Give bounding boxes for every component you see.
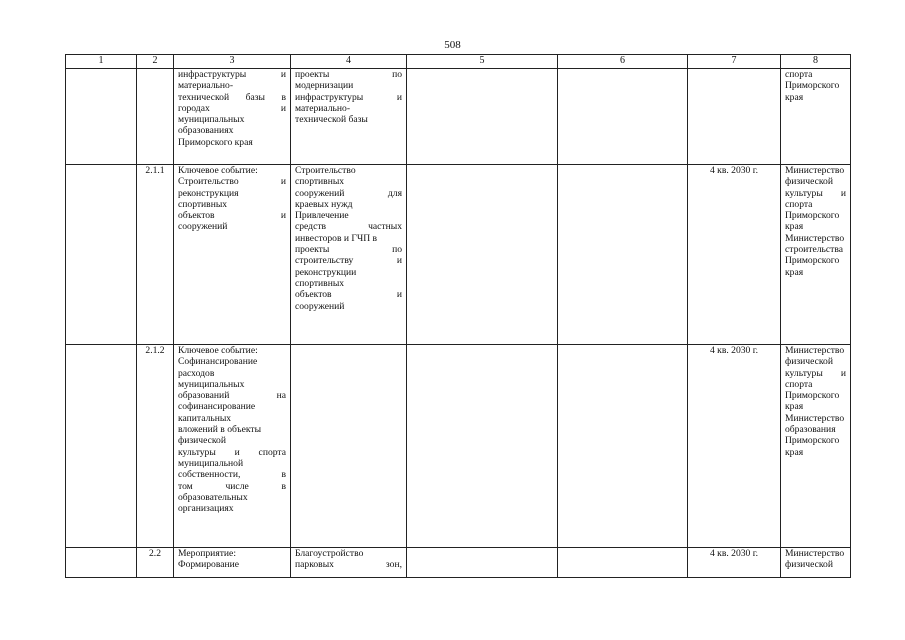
- responsible-agency: [781, 345, 851, 548]
- text-line: Софинансирование: [178, 356, 258, 368]
- text-line: проекты по: [295, 69, 402, 80]
- text-line: образовательных: [178, 491, 248, 503]
- text-line: материально-: [178, 80, 234, 92]
- text-line: Приморского: [785, 435, 840, 447]
- text-line: муниципальных: [178, 114, 245, 126]
- text-line: спорта: [785, 378, 813, 390]
- col6-cell: [558, 69, 688, 165]
- event-description: [174, 345, 291, 548]
- deadline: [688, 69, 781, 165]
- text-line: края: [785, 91, 804, 103]
- text-line: Приморского: [785, 390, 840, 402]
- responsible-agency: [781, 548, 851, 578]
- text-line: строительства: [785, 244, 844, 256]
- col6-cell: [558, 345, 688, 548]
- header-cell: 4: [291, 55, 407, 69]
- text-line: реконструкция: [178, 187, 239, 199]
- responsible-agency: [781, 165, 851, 345]
- text-line: спортивных: [295, 176, 345, 188]
- text-line: капитальных: [178, 412, 232, 424]
- text-line: Министерство: [785, 412, 845, 424]
- event-description: [174, 548, 291, 578]
- text-line: собственности, в: [178, 469, 286, 481]
- text-line: инвесторов и ГЧП в: [295, 232, 378, 244]
- event-description: [174, 69, 291, 165]
- row-number: 2.2: [137, 548, 174, 578]
- text-line: городах и: [178, 102, 286, 114]
- col1-cell: [66, 69, 137, 165]
- text-line: Приморского: [785, 255, 840, 267]
- text-line: физической: [785, 176, 833, 188]
- text-line: Министерство: [785, 232, 845, 244]
- col6-cell: [558, 165, 688, 345]
- col5-cell: [407, 69, 558, 165]
- text-line: инфраструктуры и: [295, 91, 402, 103]
- text-line: сооружений для: [295, 187, 402, 199]
- col6-cell: [558, 548, 688, 578]
- text-line: модернизации: [295, 80, 354, 92]
- text-line: инфраструктуры и: [178, 69, 286, 80]
- header-cell: 6: [558, 55, 688, 69]
- text-line: Мероприятие:: [178, 548, 236, 559]
- text-line: Ключевое событие:: [178, 345, 258, 356]
- text-line: края: [785, 401, 804, 413]
- text-line: образования: [785, 424, 836, 436]
- text-line: культуры и спорта: [178, 446, 286, 458]
- text-line: объектов и: [178, 210, 286, 222]
- text-line: Министерство: [785, 165, 845, 176]
- deadline: 4 кв. 2030 г.: [688, 345, 781, 548]
- text-line: Приморского: [785, 80, 840, 92]
- text-line: края: [785, 266, 804, 278]
- text-line: сооружений: [295, 300, 345, 312]
- text-line: Формирование: [178, 559, 240, 571]
- col5-cell: [407, 165, 558, 345]
- header-cell: 7: [688, 55, 781, 69]
- text-line: муниципальной: [178, 457, 244, 469]
- text-line: культуры и: [785, 187, 846, 199]
- deadline: 4 кв. 2030 г.: [688, 165, 781, 345]
- plan-table: [65, 54, 851, 578]
- text-line: объектов и: [295, 289, 402, 301]
- row-number: [137, 69, 174, 165]
- col5-cell: [407, 548, 558, 578]
- text-line: края: [785, 221, 804, 233]
- header-cell: 5: [407, 55, 558, 69]
- event-description: [174, 165, 291, 345]
- text-line: Приморского края: [178, 136, 253, 148]
- action-description: [291, 69, 407, 165]
- text-line: вложений в объекты: [178, 424, 262, 436]
- table-row: [66, 548, 851, 578]
- header-cell: 1: [66, 55, 137, 69]
- text-line: краевых нужд: [295, 198, 353, 210]
- text-line: Строительство и: [178, 176, 286, 188]
- text-line: образованиях: [178, 125, 234, 137]
- row-number: 2.1.2: [137, 345, 174, 548]
- text-line: Строительство: [295, 165, 356, 176]
- text-line: технической базы в: [178, 91, 286, 103]
- header-cell: 3: [174, 55, 291, 69]
- text-line: Министерство: [785, 345, 845, 356]
- responsible-agency: [781, 69, 851, 165]
- table-row: [66, 165, 851, 345]
- text-line: реконструкции: [295, 266, 357, 278]
- text-line: спорта: [785, 69, 813, 80]
- text-line: сооружений: [178, 221, 228, 233]
- text-line: проекты по: [295, 244, 402, 256]
- action-description: [291, 345, 407, 548]
- action-description: [291, 165, 407, 345]
- header-row: [66, 55, 851, 69]
- text-line: Благоустройство: [295, 548, 364, 559]
- col5-cell: [407, 345, 558, 548]
- col1-cell: [66, 548, 137, 578]
- text-line: Привлечение: [295, 210, 349, 222]
- text-line: образований на: [178, 390, 286, 402]
- row-number: 2.1.1: [137, 165, 174, 345]
- text-line: технической базы: [295, 114, 368, 126]
- text-line: организациях: [178, 503, 234, 515]
- text-line: спортивных: [295, 277, 345, 289]
- table-row: [66, 69, 851, 165]
- text-line: культуры и: [785, 367, 846, 379]
- text-line: физической: [785, 356, 833, 368]
- header-cell: 2: [137, 55, 174, 69]
- col1-cell: [66, 165, 137, 345]
- text-line: строительству и: [295, 255, 402, 267]
- header-cell: 8: [781, 55, 851, 69]
- col1-cell: [66, 345, 137, 548]
- text-line: края: [785, 446, 804, 458]
- page-number: 508: [444, 39, 461, 51]
- table-row: [66, 345, 851, 548]
- text-line: том числе в: [178, 480, 286, 492]
- text-line: расходов: [178, 367, 215, 379]
- text-line: софинансирование: [178, 401, 256, 413]
- text-line: спортивных: [178, 198, 228, 210]
- action-description: [291, 548, 407, 578]
- text-line: Ключевое событие:: [178, 165, 258, 176]
- text-line: муниципальных: [178, 378, 245, 390]
- deadline: 4 кв. 2030 г.: [688, 548, 781, 578]
- text-line: физической: [785, 559, 833, 571]
- text-line: материально-: [295, 102, 351, 114]
- text-line: средств частных: [295, 221, 402, 233]
- text-line: спорта: [785, 198, 813, 210]
- text-line: Министерство: [785, 548, 845, 559]
- text-line: Приморского: [785, 210, 840, 222]
- text-line: парковых зон,: [295, 559, 402, 571]
- text-line: физической: [178, 435, 226, 447]
